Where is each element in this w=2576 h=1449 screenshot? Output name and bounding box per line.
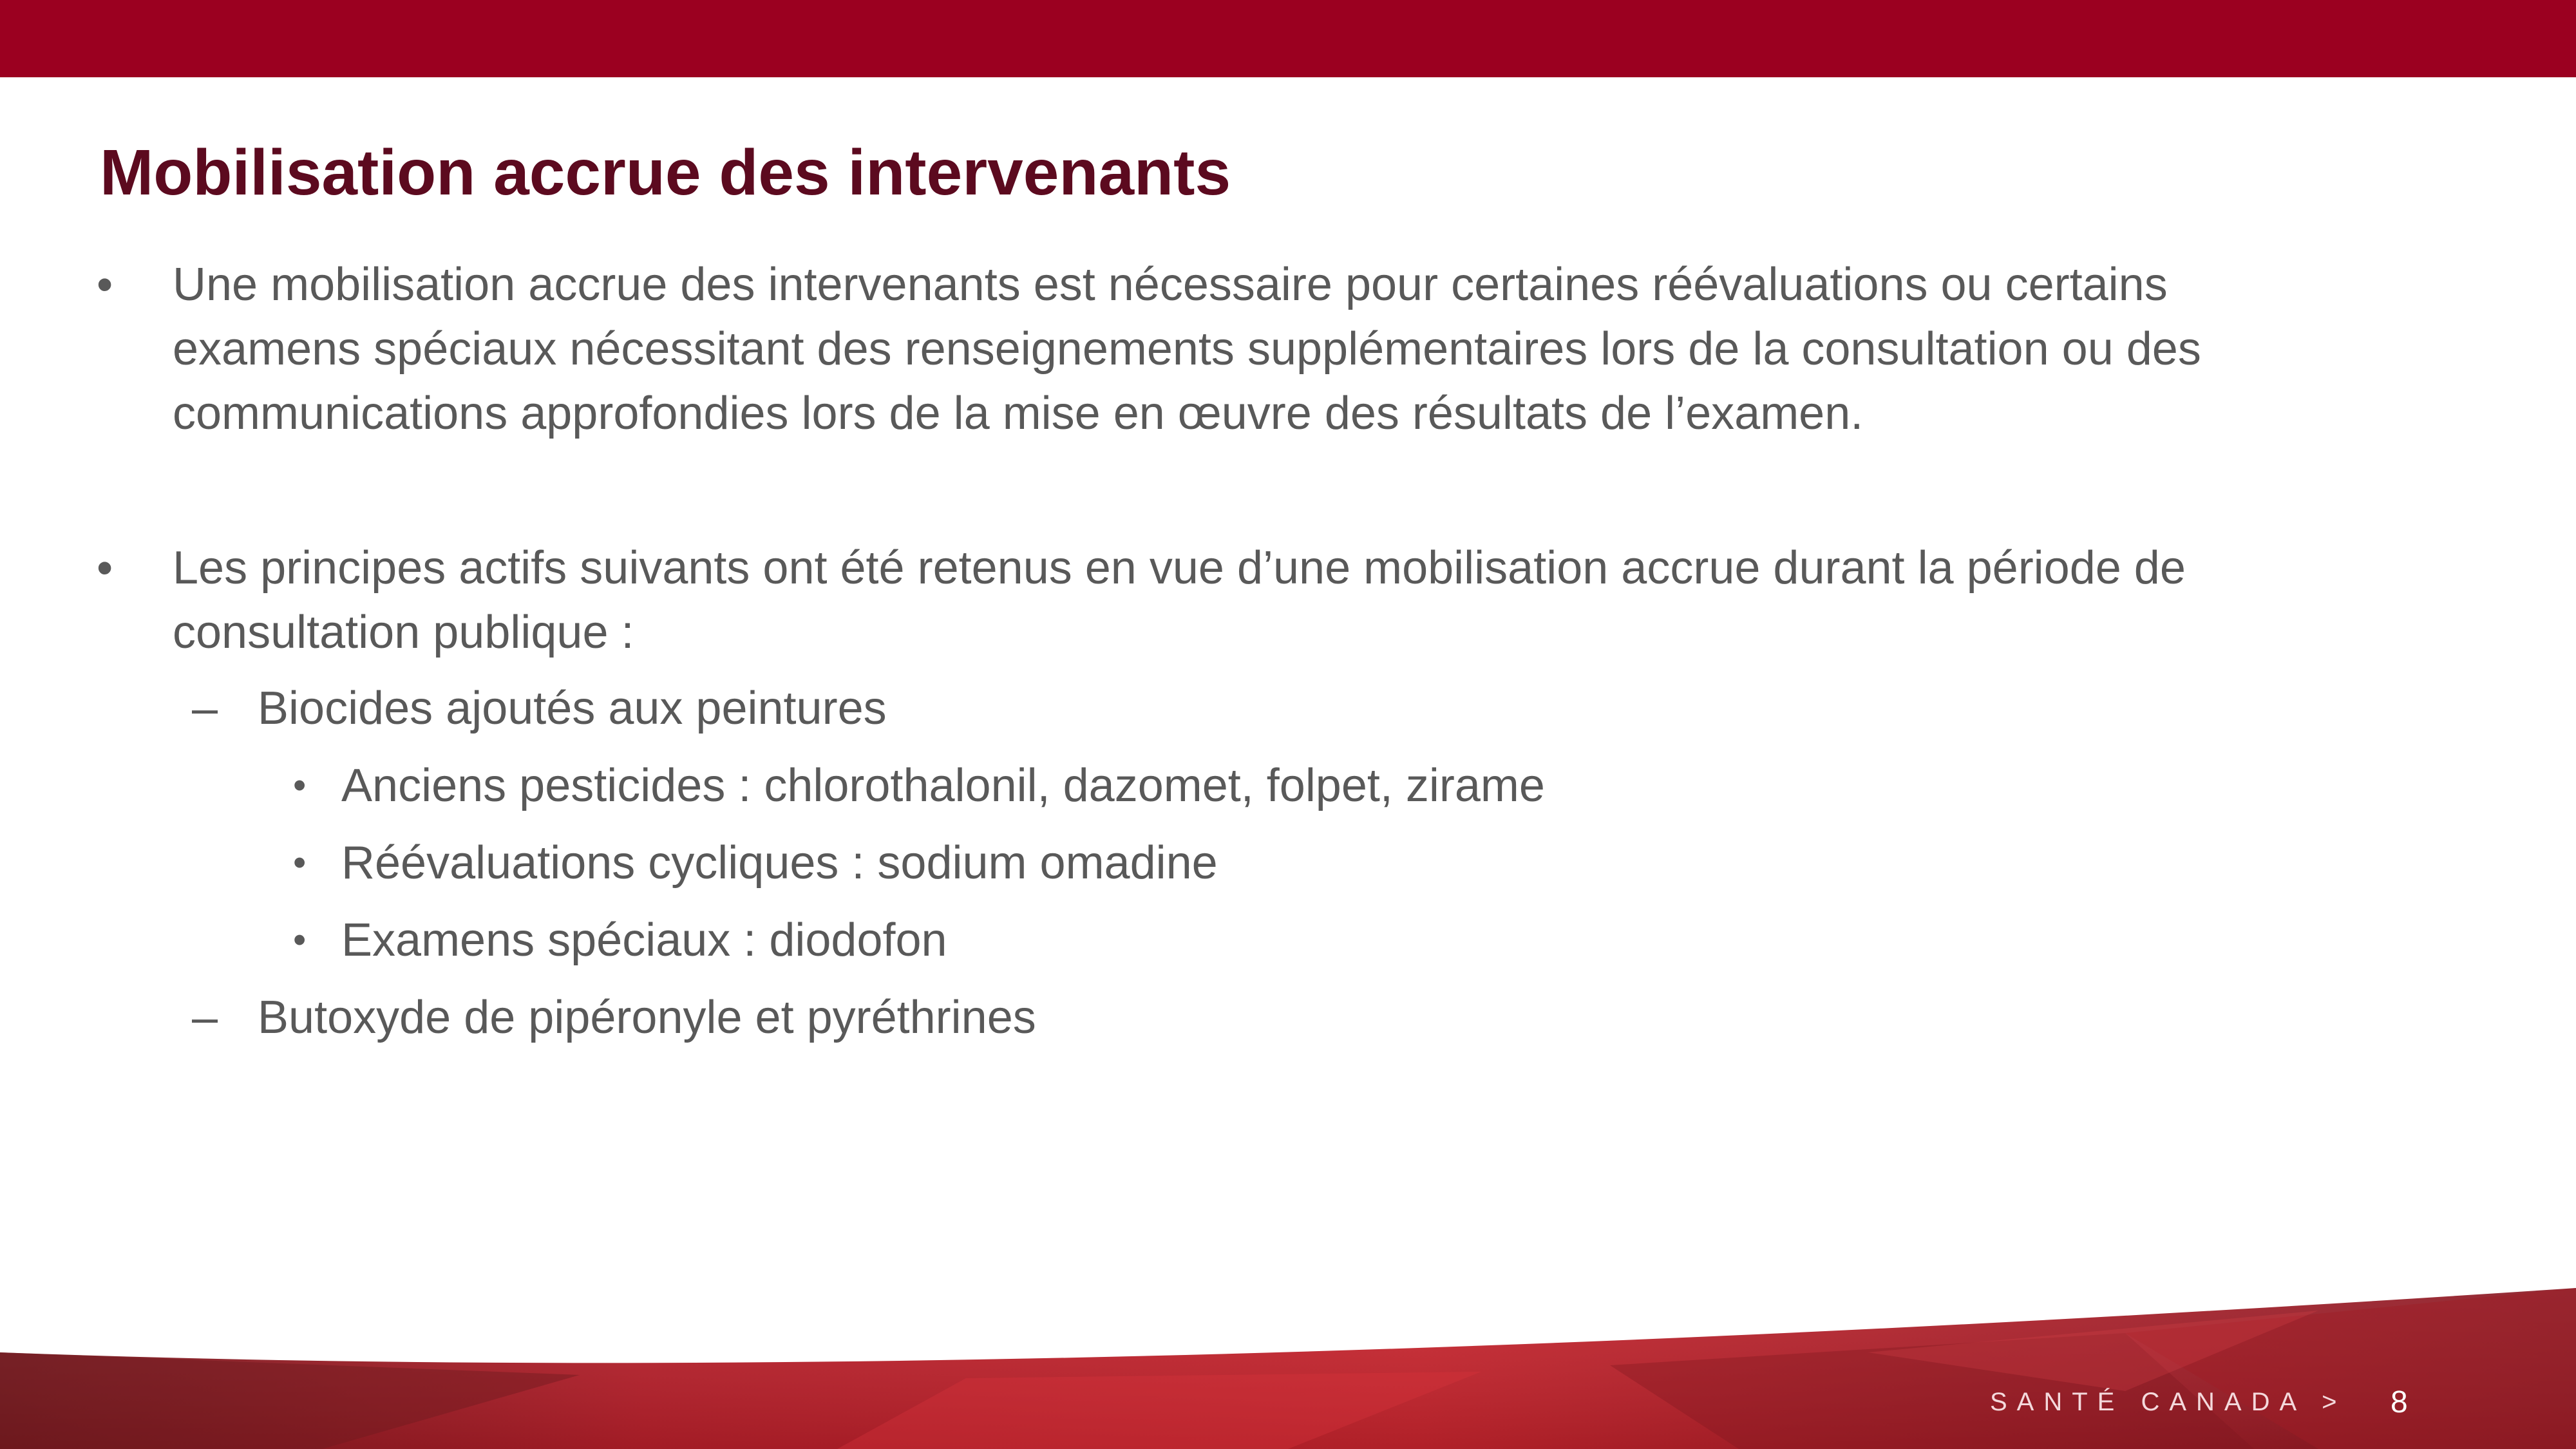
sub-sub-bullet-text: Réévaluations cycliques : sodium omadine [341, 837, 1218, 889]
sub-sub-bullet-text: Examens spéciaux : diodofon [341, 914, 947, 966]
bullet-marker: • [97, 542, 113, 594]
bullet-item [173, 536, 2349, 665]
bullet-marker: • [293, 764, 307, 806]
footer-wave-graphic [0, 1262, 2576, 1449]
sub-sub-bullet-item [341, 753, 2273, 818]
dash-marker: – [192, 992, 218, 1043]
bullet-item [173, 252, 2349, 446]
footer-wave [0, 1262, 2576, 1449]
sub-sub-bullet-text: Anciens pesticides : chlorothalonil, dazomet, folpet, zirame [341, 760, 1545, 811]
bullet-marker: • [97, 259, 113, 310]
page-number: 8 [2391, 1385, 2408, 1419]
sub-sub-bullet-item [341, 908, 2273, 972]
bullet-text: Les principes actifs suivants ont été retenus en vue d’une mobilisation accrue durant la période de consultation publique : [173, 542, 2186, 658]
sub-bullet-item [258, 985, 2318, 1050]
bullet-marker: • [293, 842, 307, 884]
bullet-text: Une mobilisation accrue des intervenants est nécessaire pour certaines réévaluations ou certains examens spéciaux nécessitant des renseignements supplémentaires lors de la consultation ou des communications approfondies lors de la mise en œuvre des résultats de l’examen. [173, 259, 2201, 439]
bullet-marker: • [293, 919, 307, 961]
sub-bullet-text: Butoxyde de pipéronyle et pyréthrines [258, 992, 1036, 1043]
footer-brand: SANTÉ CANADA > [1990, 1388, 2347, 1416]
dash-marker: – [192, 683, 218, 734]
sub-bullet-text: Biocides ajoutés aux peintures [258, 683, 887, 734]
sub-sub-bullet-item [341, 831, 2273, 895]
slide-title: Mobilisation accrue des intervenants [100, 137, 1231, 209]
sub-bullet-item [258, 676, 2318, 741]
top-banner [0, 0, 2576, 77]
